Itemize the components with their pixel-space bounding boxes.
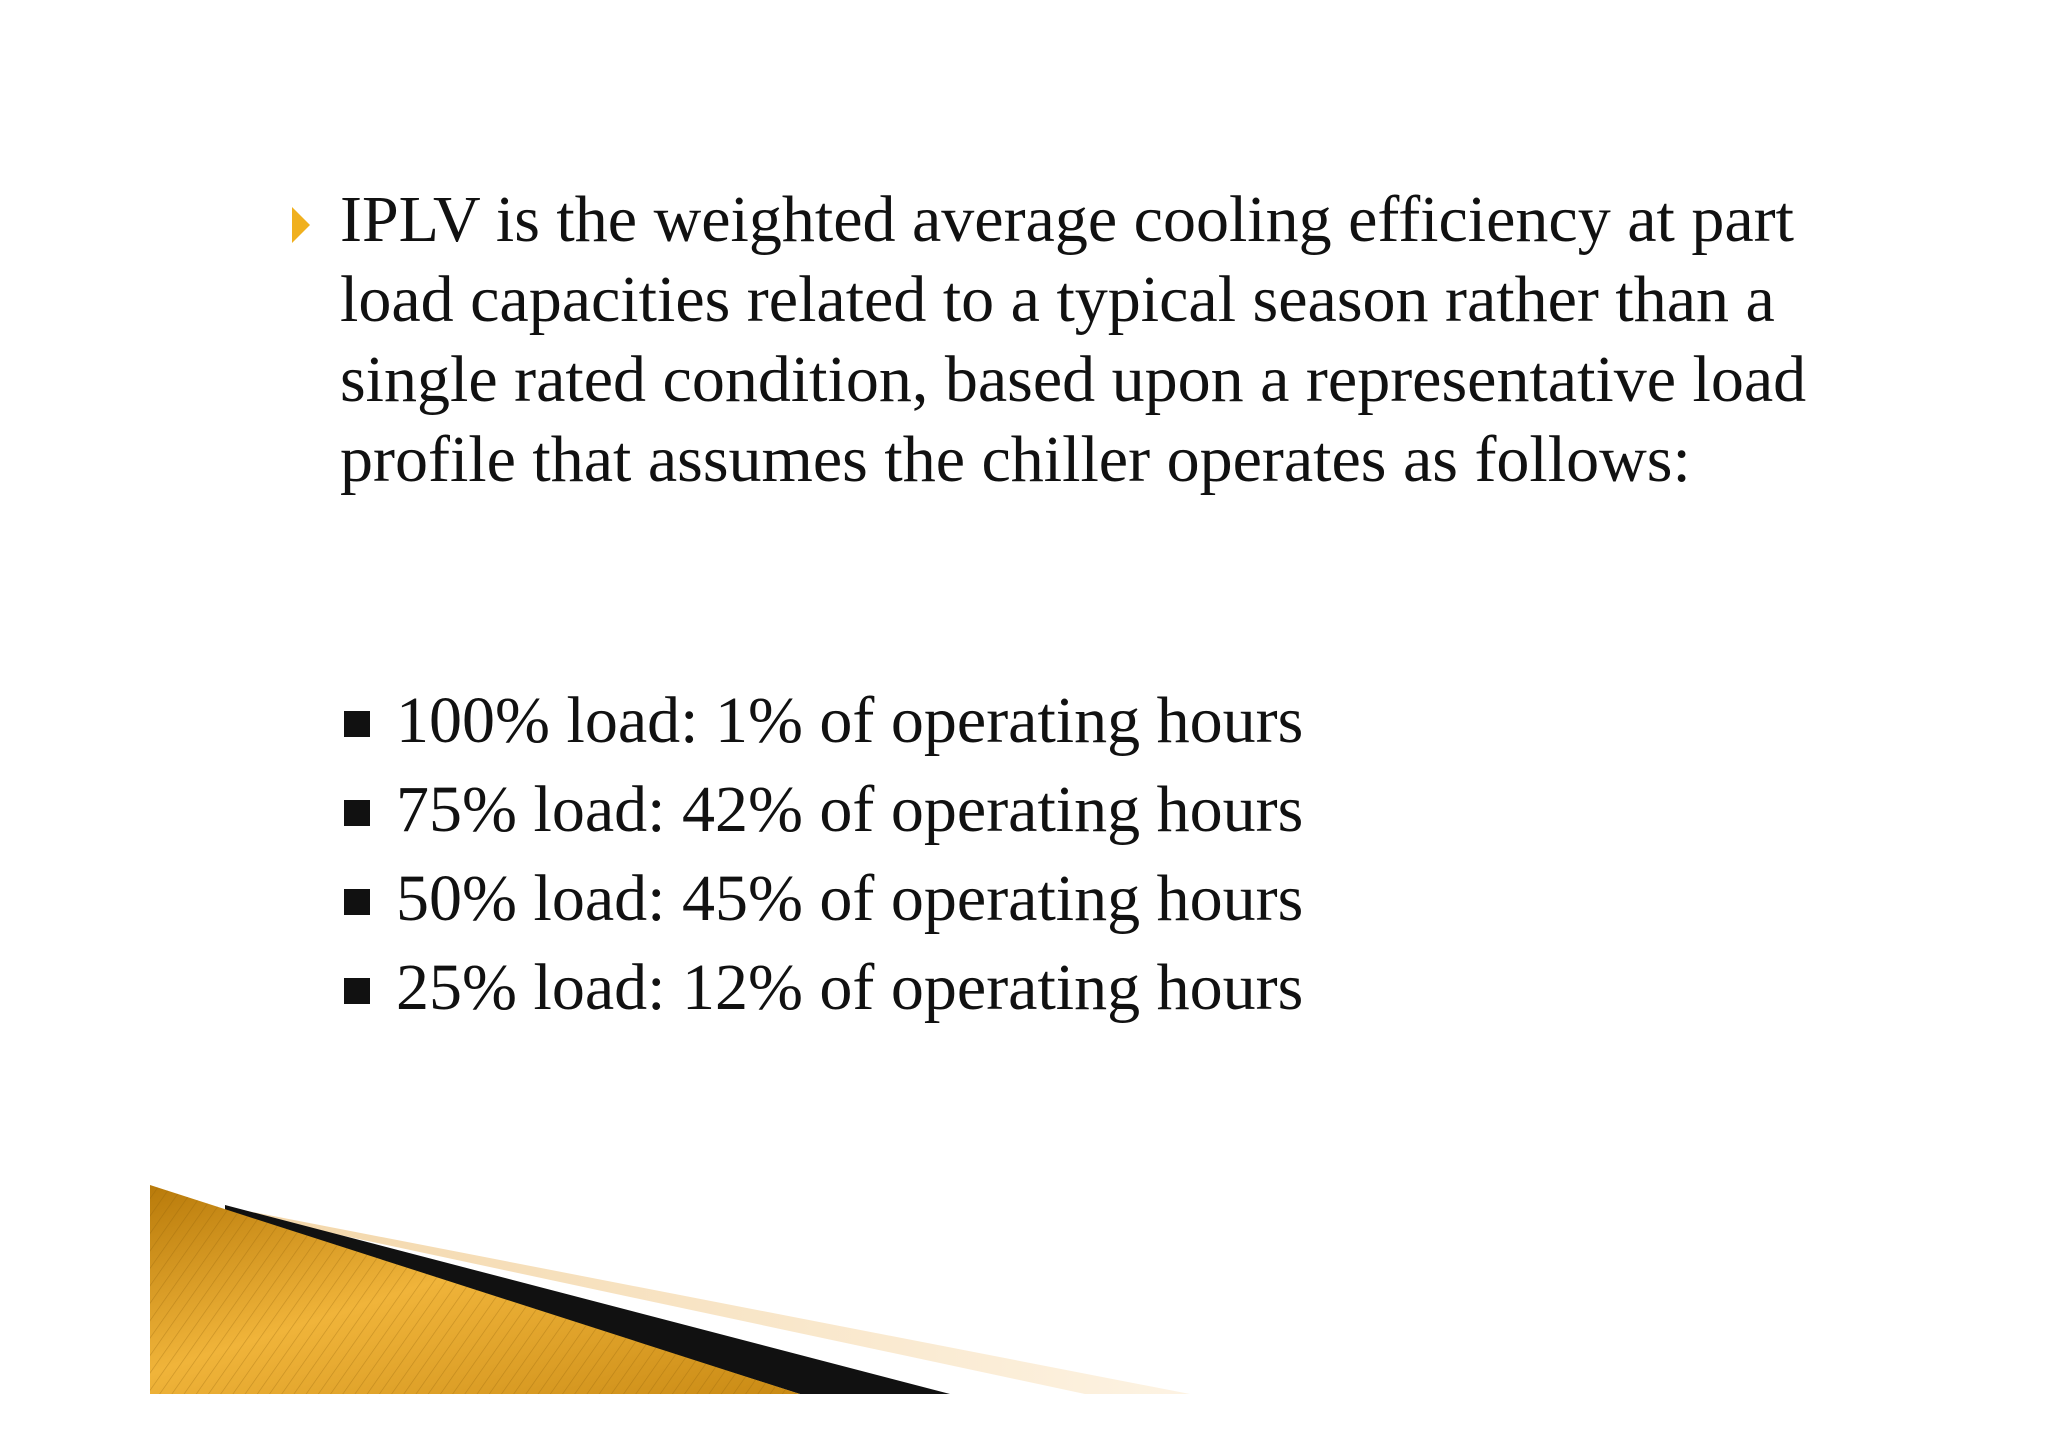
list-item-text: 75% load: 42% of operating hours	[396, 772, 1304, 846]
main-bullet-text: IPLV is the weighted average cooling efficiency at part load capacities related to a typical season rather than a single rated condition, based upon a representative load profile that assumes the chiller operates as follows:	[340, 183, 1807, 496]
triangle-bullet-icon	[292, 207, 310, 243]
square-bullet-icon	[344, 711, 370, 737]
list-item	[344, 676, 1303, 765]
list-item	[344, 943, 1303, 1032]
load-profile-list	[344, 676, 1303, 1032]
main-bullet-point	[292, 180, 1912, 500]
square-bullet-icon	[344, 800, 370, 826]
list-item-text: 50% load: 45% of operating hours	[396, 861, 1304, 935]
list-item-text: 100% load: 1% of operating hours	[396, 683, 1304, 757]
list-item	[344, 765, 1303, 854]
list-item	[344, 854, 1303, 943]
square-bullet-icon	[344, 889, 370, 915]
list-item-text: 25% load: 12% of operating hours	[396, 950, 1304, 1024]
square-bullet-icon	[344, 978, 370, 1004]
